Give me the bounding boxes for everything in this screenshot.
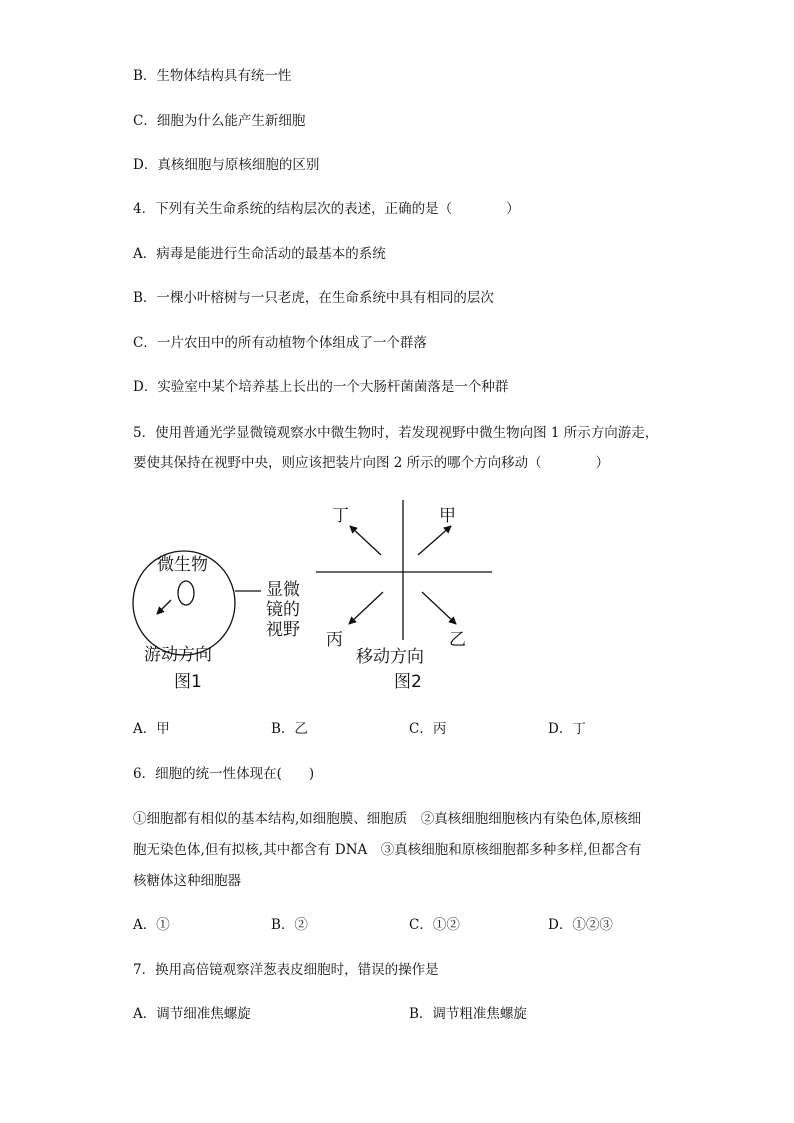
arrow-yi <box>422 592 456 624</box>
q5-figure <box>120 496 500 696</box>
field-label-2: 镜的 <box>266 600 300 620</box>
q6-statement-line1: ①细胞都有相似的基本结构,如细胞膜、细胞质 ②真核细胞细胞核内有染色体,原核细 <box>133 811 642 827</box>
swim-arrow <box>157 600 171 614</box>
q6-option-c: C．①② <box>409 917 460 933</box>
arrow-bing <box>349 592 383 624</box>
q7-stem: 7．换用高倍镜观察洋葱表皮细胞时，错误的操作是 <box>133 962 439 978</box>
microbe-label: 微生物 <box>157 555 208 575</box>
move-direction-label: 移动方向 <box>356 647 424 667</box>
swim-direction-label: 游动方向 <box>144 645 212 665</box>
q7-option-b: B．调节粗准焦螺旋 <box>409 1006 527 1022</box>
q5-stem-line1: 5．使用普通光学显微镜观察水中微生物时，若发现视野中微生物向图 1 所示方向游走， <box>133 425 659 441</box>
direction-jia-label: 甲 <box>439 506 456 526</box>
q4-option-a: A．病毒是能进行生命活动的最基本的系统 <box>133 246 386 262</box>
q5-figure-drawing <box>120 496 500 696</box>
q5-option-a: A．甲 <box>133 721 170 737</box>
q3-option-d: D．真核细胞与原核细胞的区别 <box>133 157 320 173</box>
fig1-caption: 图1 <box>174 672 202 692</box>
q5-option-b: B．乙 <box>271 721 308 737</box>
q6-option-b: B．② <box>271 917 308 933</box>
q6-option-d: D．①②③ <box>548 917 613 933</box>
q3-option-b: B．生物体结构具有统一性 <box>133 68 292 84</box>
field-label-1: 显微 <box>266 580 300 600</box>
q6-option-a: A．① <box>133 917 170 933</box>
q6-stem: 6．细胞的统一性体现在( ) <box>133 766 315 782</box>
q4-stem: 4．下列有关生命系统的结构层次的表述，正确的是（ ） <box>133 201 520 217</box>
q6-statement-line2: 胞无染色体,但有拟核,其中都含有 DNA ③真核细胞和原核细胞都多种多样,但都含有 <box>133 842 642 858</box>
q5-option-d: D．丁 <box>548 721 586 737</box>
arrow-jia <box>418 526 451 555</box>
q6-statement-line3: 核糖体这种细胞器 <box>133 873 241 889</box>
arrow-ding <box>350 526 381 555</box>
microbe-shape <box>178 581 194 605</box>
direction-bing-label: 丙 <box>326 630 343 650</box>
q4-option-c: C．一片农田中的所有动植物个体组成了一个群落 <box>133 335 427 351</box>
q3-option-c: C．细胞为什么能产生新细胞 <box>133 113 306 129</box>
direction-ding-label: 丁 <box>332 506 349 526</box>
field-label-3: 视野 <box>266 620 300 640</box>
q4-option-b: B．一棵小叶榕树与一只老虎，在生命系统中具有相同的层次 <box>133 290 494 306</box>
fig2-caption: 图2 <box>394 672 422 692</box>
q7-option-a: A．调节细准焦螺旋 <box>133 1006 251 1022</box>
q5-option-c: C．丙 <box>409 721 447 737</box>
q5-stem-line2: 要使其保持在视野中央，则应该把装片向图 2 所示的哪个方向移动（ ） <box>133 455 610 471</box>
q4-option-d: D．实验室中某个培养基上长出的一个大肠杆菌菌落是一个种群 <box>133 379 509 395</box>
direction-yi-label: 乙 <box>449 630 466 650</box>
